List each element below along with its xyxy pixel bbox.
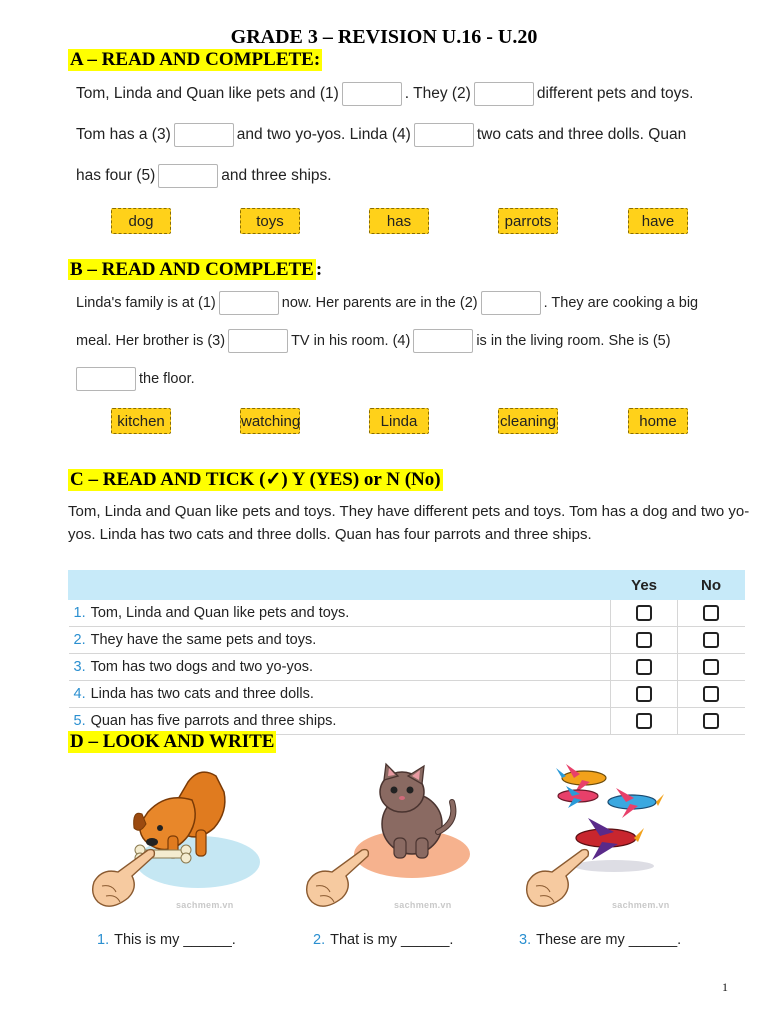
- blank-a2-input[interactable]: [474, 82, 534, 106]
- statement-text: Quan has five parrots and three ships.: [90, 713, 337, 729]
- caption-text: This is my ______.: [114, 932, 236, 948]
- planes-picture: [522, 762, 722, 922]
- word-chip-toys[interactable]: toys: [240, 208, 300, 234]
- statement-text: They have the same pets and toys.: [90, 632, 317, 648]
- caption-1: [97, 932, 236, 948]
- no-checkbox[interactable]: [703, 659, 719, 675]
- watermark: sachmem.vn: [176, 900, 234, 910]
- item-number: 3.: [519, 932, 532, 948]
- word-chip-parrots[interactable]: parrots: [498, 208, 558, 234]
- no-checkbox[interactable]: [703, 686, 719, 702]
- blank-a5-input[interactable]: [158, 164, 218, 188]
- text: and two yo-yos. Linda (4): [236, 126, 411, 144]
- statement-text: Tom, Linda and Quan like pets and toys.: [90, 605, 350, 621]
- statement-text: Tom has two dogs and two yo-yos.: [90, 659, 314, 675]
- word-chip-kitchen[interactable]: kitchen: [111, 408, 171, 434]
- table-row: [69, 627, 745, 654]
- section-c-heading: C – READ AND TICK (✓) Y (YES) or N (No): [70, 469, 441, 490]
- table-row: [69, 681, 745, 708]
- section-b-heading-colon: :: [315, 259, 323, 280]
- text: Linda's family is at (1): [76, 294, 216, 311]
- word-chip-watching[interactable]: watching: [240, 408, 300, 434]
- text: meal. Her brother is (3): [76, 332, 226, 349]
- no-cell: [678, 627, 745, 654]
- item-number: 2.: [73, 632, 86, 648]
- text: different pets and toys.: [536, 85, 694, 103]
- blank-b5-input[interactable]: [76, 367, 136, 391]
- statement-cell: [69, 600, 611, 627]
- item-number: 3.: [73, 659, 86, 675]
- no-cell: [678, 708, 745, 735]
- statement-cell: [69, 681, 611, 708]
- text: . They (2): [404, 85, 471, 103]
- yes-checkbox[interactable]: [636, 713, 652, 729]
- word-chip-has[interactable]: has: [369, 208, 429, 234]
- table-row: [69, 654, 745, 681]
- yes-checkbox[interactable]: [636, 686, 652, 702]
- item-number: 1.: [97, 932, 110, 948]
- section-c-paragraph: Tom, Linda and Quan like pets and toys. They have different pets and toys. Tom has a dog and two yo-yos. Linda has two cats and three dolls. Quan has four parrots and three ships.: [68, 503, 750, 543]
- cat-picture: [302, 762, 502, 922]
- item-number: 1.: [73, 605, 86, 621]
- word-chip-linda[interactable]: Linda: [369, 408, 429, 434]
- dog-picture: [88, 762, 288, 922]
- text: the floor.: [139, 370, 195, 387]
- section-b-line-3: [76, 367, 195, 391]
- text: TV in his room. (4): [291, 332, 411, 349]
- blank-b3-input[interactable]: [228, 329, 288, 353]
- header-yes: Yes: [611, 571, 678, 600]
- word-chip-have[interactable]: have: [628, 208, 688, 234]
- text: two cats and three dolls. Quan: [476, 126, 687, 144]
- no-checkbox[interactable]: [703, 632, 719, 648]
- text: now. Her parents are in the (2): [281, 294, 478, 311]
- yes-cell: [611, 681, 678, 708]
- blank-b4-input[interactable]: [413, 329, 473, 353]
- caption-text: These are my ______.: [536, 932, 682, 948]
- section-b-heading-text: B – READ AND COMPLETE: [70, 259, 314, 280]
- statement-cell: [69, 627, 611, 654]
- word-chip-cleaning[interactable]: cleaning: [498, 408, 558, 434]
- blank-a3-input[interactable]: [174, 123, 234, 147]
- page-title: GRADE 3 – REVISION U.16 - U.20: [230, 26, 538, 48]
- text: has four (5): [76, 167, 156, 185]
- text: is in the living room. She is (5): [476, 332, 671, 349]
- yes-cell: [611, 600, 678, 627]
- blank-b2-input[interactable]: [481, 291, 541, 315]
- dog-illustration: [88, 762, 288, 922]
- tick-table: [68, 570, 745, 735]
- blank-a4-input[interactable]: [414, 123, 474, 147]
- blank-a1-input[interactable]: [342, 82, 402, 106]
- yes-cell: [611, 654, 678, 681]
- tick-table-header: [69, 571, 745, 600]
- section-a-line-2: [76, 123, 686, 147]
- section-b-line-2: [76, 329, 671, 353]
- statement-text: Linda has two cats and three dolls.: [90, 686, 314, 702]
- no-cell: [678, 654, 745, 681]
- statement-cell: [69, 654, 611, 681]
- word-chip-home[interactable]: home: [628, 408, 688, 434]
- page-number: 1: [722, 980, 728, 994]
- yes-checkbox[interactable]: [636, 605, 652, 621]
- table-row: [69, 600, 745, 627]
- no-cell: [678, 681, 745, 708]
- text: Tom, Linda and Quan like pets and (1): [76, 85, 339, 103]
- section-a-heading: A – READ AND COMPLETE:: [70, 49, 321, 70]
- yes-checkbox[interactable]: [636, 659, 652, 675]
- section-a-line-3: [76, 164, 332, 188]
- no-cell: [678, 600, 745, 627]
- header-statement: [69, 571, 611, 600]
- yes-cell: [611, 708, 678, 735]
- section-b-line-1: [76, 291, 698, 315]
- header-no: No: [678, 571, 745, 600]
- planes-illustration: [522, 762, 722, 922]
- watermark: sachmem.vn: [612, 900, 670, 910]
- section-b-heading: [68, 259, 322, 281]
- item-number: 5.: [73, 713, 86, 729]
- text: Tom has a (3): [76, 126, 171, 144]
- caption-2: [313, 932, 453, 948]
- caption-3: [519, 932, 681, 948]
- section-d-heading: D – LOOK AND WRITE: [70, 731, 275, 752]
- yes-checkbox[interactable]: [636, 632, 652, 648]
- plane-icon: [608, 788, 664, 818]
- cat-illustration: [302, 762, 502, 922]
- section-a-line-1: [76, 82, 693, 106]
- no-checkbox[interactable]: [703, 605, 719, 621]
- item-number: 2.: [313, 932, 326, 948]
- text: and three ships.: [221, 167, 332, 185]
- text: . They are cooking a big: [543, 294, 699, 311]
- yes-cell: [611, 627, 678, 654]
- watermark: sachmem.vn: [394, 900, 452, 910]
- blank-b1-input[interactable]: [219, 291, 279, 315]
- caption-text: That is my ______.: [330, 932, 454, 948]
- item-number: 4.: [73, 686, 86, 702]
- word-chip-dog[interactable]: dog: [111, 208, 171, 234]
- no-checkbox[interactable]: [703, 713, 719, 729]
